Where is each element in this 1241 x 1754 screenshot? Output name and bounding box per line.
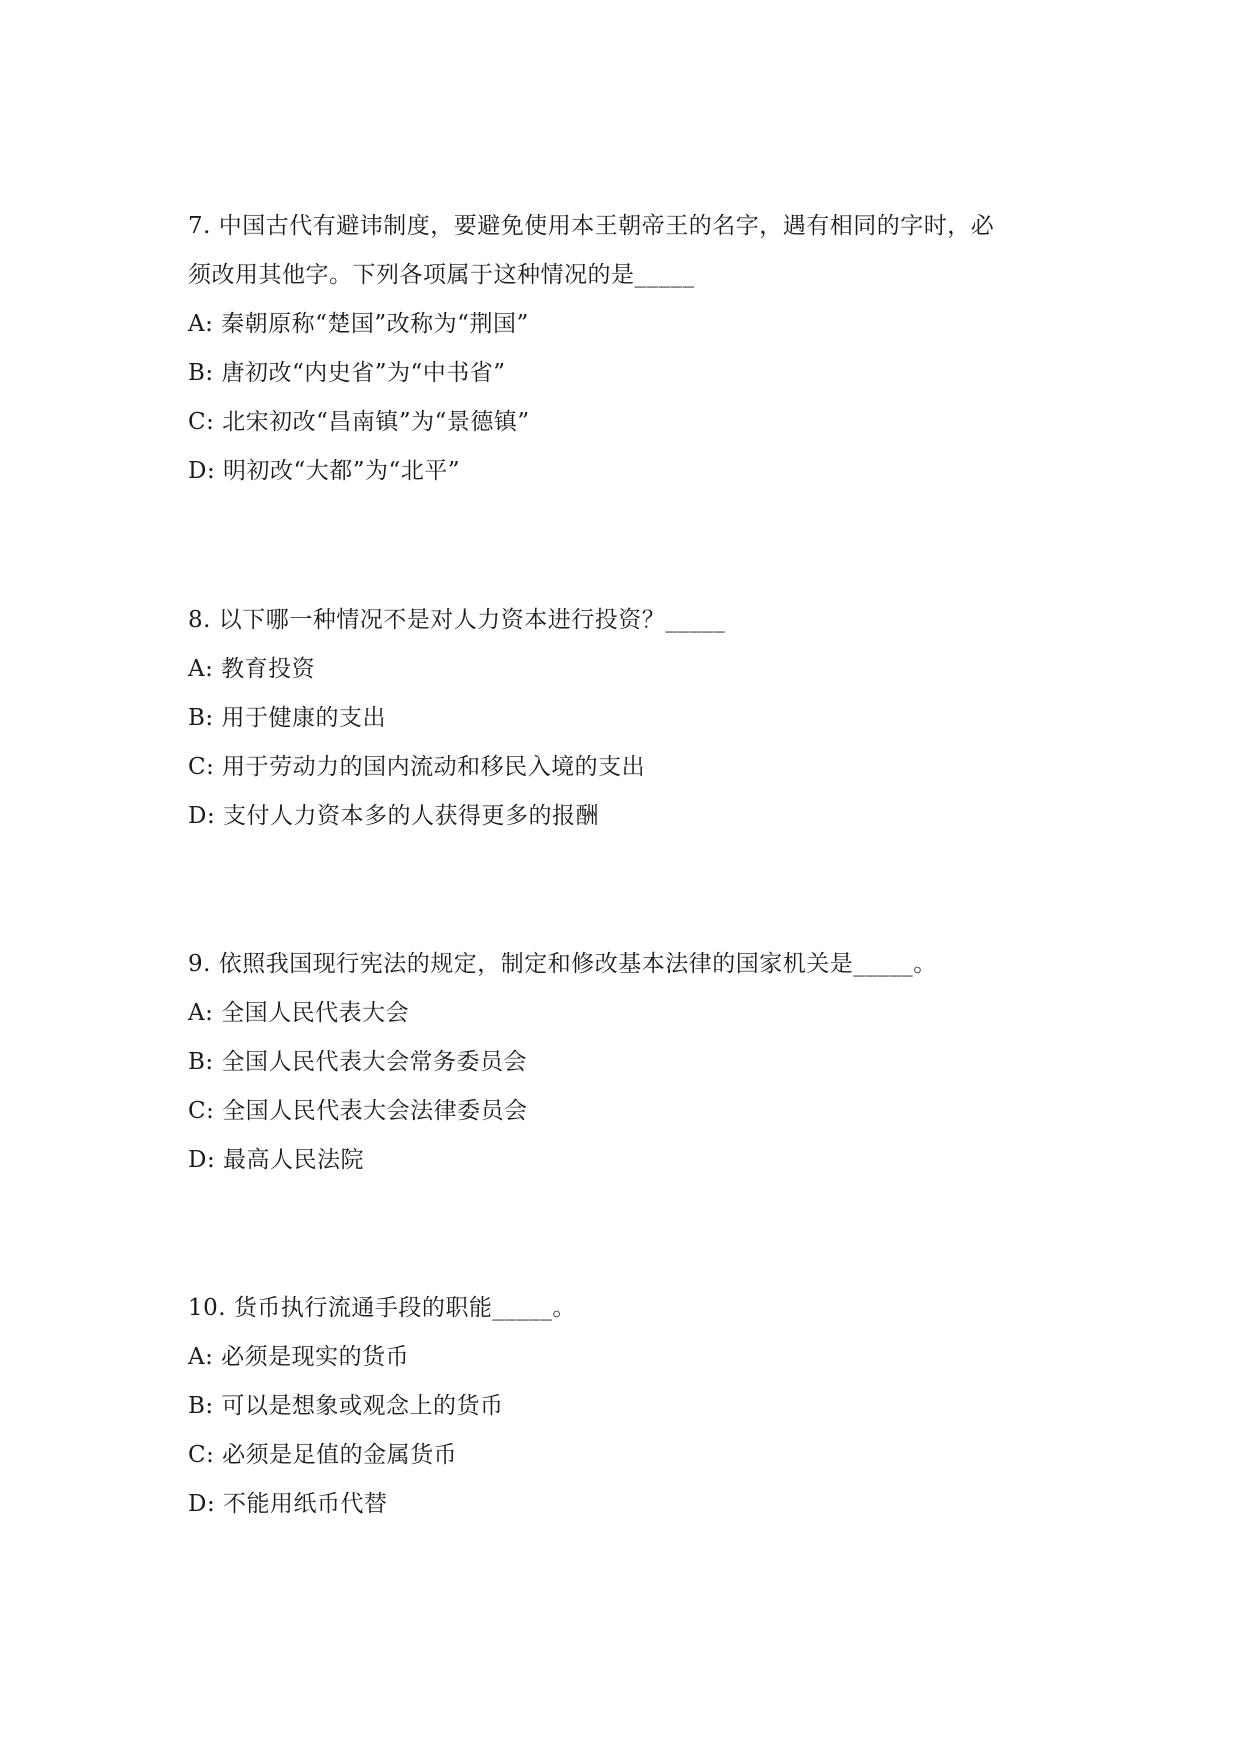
option-b: B: 可以是想象或观念上的货币: [188, 1393, 504, 1419]
option-d: D: 支付人力资本多的人获得更多的报酬: [188, 803, 600, 829]
question-text: 须改用其他字。下列各项属于这种情况的是_____: [188, 262, 695, 288]
option-a: A: 必须是现实的货币: [188, 1344, 410, 1370]
option-a: A: 教育投资: [188, 656, 316, 682]
option-c: C: 用于劳动力的国内流动和移民入境的支出: [188, 754, 646, 780]
question-text: 9. 依照我国现行宪法的规定，制定和修改基本法律的国家机关是_____。: [188, 951, 937, 977]
option-d: D: 明初改“大都”为“北平”: [188, 458, 461, 484]
option-c: C: 必须是足值的金属货币: [188, 1442, 458, 1468]
question-text: 10. 货币执行流通手段的职能_____。: [188, 1295, 576, 1321]
option-d: D: 不能用纸币代替: [188, 1491, 388, 1517]
option-d: D: 最高人民法院: [188, 1147, 365, 1173]
option-c: C: 全国人民代表大会法律委员会: [188, 1098, 528, 1124]
option-a: A: 全国人民代表大会: [188, 1000, 410, 1026]
option-b: B: 唐初改“内史省”为“中书省”: [188, 360, 506, 386]
option-c: C: 北宋初改“昌南镇”为“景德镇”: [188, 409, 530, 435]
option-b: B: 全国人民代表大会常务委员会: [188, 1049, 527, 1075]
question-8: [188, 596, 1068, 841]
question-text: 8. 以下哪一种情况不是对人力资本进行投资？_____: [188, 607, 726, 633]
question-7: [188, 202, 1068, 496]
option-a: A: 秦朝原称“楚国”改称为“荆国”: [188, 311, 529, 337]
option-b: B: 用于健康的支出: [188, 705, 386, 731]
question-10: [188, 1284, 1068, 1529]
question-text: 7. 中国古代有避讳制度，要避免使用本王朝帝王的名字，遇有相同的字时，必: [188, 213, 995, 239]
question-9: [188, 940, 1068, 1185]
